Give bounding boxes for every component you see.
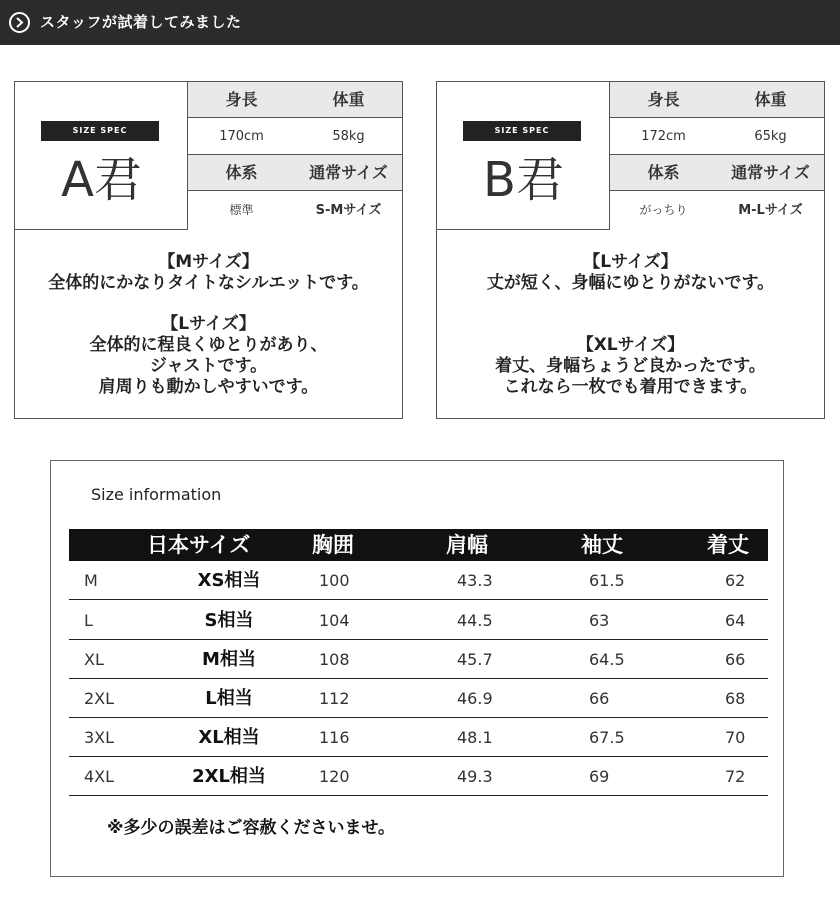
sleeve-value: 64.5 (589, 650, 625, 669)
length-value: 66 (725, 650, 746, 669)
comment-block (437, 252, 824, 294)
spec-grid (610, 82, 824, 230)
length-value: 68 (725, 689, 746, 708)
size-label: L (84, 611, 93, 630)
chest-value: 100 (319, 571, 350, 590)
chest-value: 116 (319, 728, 350, 747)
chest-value: 108 (319, 650, 350, 669)
japan-size: M相当 (202, 649, 256, 670)
spec-header-row (188, 155, 402, 191)
shoulder-value: 43.3 (457, 571, 493, 590)
weight-label: 体重 (754, 90, 787, 109)
header-chest: 胸囲 (312, 533, 354, 557)
weight-value: 58kg (332, 129, 365, 144)
header-japan-size: 日本サイズ (147, 533, 251, 557)
comment-line: 肩周りも動かしやすいです。 (98, 377, 319, 397)
shoulder-value: 49.3 (457, 767, 493, 786)
size-table-header (69, 529, 768, 561)
height-value: 170cm (219, 129, 264, 144)
staff-name: A君 (61, 152, 142, 208)
chest-value: 120 (319, 767, 350, 786)
staff-label (437, 82, 610, 230)
comment-line: 全体的にかなりタイトなシルエットです。 (48, 273, 369, 293)
height-value: 172cm (641, 129, 686, 144)
shoulder-value: 44.5 (457, 611, 493, 630)
sleeve-value: 63 (589, 611, 610, 630)
usual-size-label: 通常サイズ (731, 163, 810, 182)
header-sleeve: 袖丈 (581, 533, 623, 557)
size-info-title: Size information (91, 485, 222, 504)
staff-card-a (14, 81, 403, 419)
weight-value: 65kg (754, 129, 787, 144)
size-spec-badge: SIZE SPEC (41, 121, 159, 141)
japan-size: XS相当 (197, 570, 261, 591)
size-label: 2XL (84, 689, 115, 708)
usual-size-label: 通常サイズ (309, 163, 388, 182)
spec-header-row (610, 82, 824, 118)
spec-value-row (610, 118, 824, 155)
table-row (69, 561, 768, 600)
staff-name: B君 (483, 152, 564, 208)
staff-card-b (436, 81, 825, 419)
comment-line: ジャストです。 (149, 356, 268, 376)
height-label: 身長 (647, 90, 680, 109)
size-information-panel (50, 460, 784, 877)
length-value: 62 (725, 571, 746, 590)
chest-value: 104 (319, 611, 350, 630)
length-value: 64 (725, 611, 746, 630)
spec-grid (188, 82, 402, 230)
chevron-right-circle-icon (9, 12, 30, 33)
table-row (69, 718, 768, 757)
length-value: 70 (725, 728, 746, 747)
shoulder-value: 48.1 (457, 728, 493, 747)
build-label: 体系 (225, 163, 258, 182)
spec-value-row (610, 192, 824, 229)
fit-comment (437, 230, 824, 418)
usual-size-value: S-Mサイズ (315, 203, 382, 218)
japan-size: L相当 (205, 688, 253, 709)
size-spec-badge: SIZE SPEC (463, 121, 581, 141)
sleeve-value: 66 (589, 689, 610, 708)
sleeve-value: 69 (589, 767, 610, 786)
header-length: 着丈 (707, 533, 749, 557)
sleeve-value: 61.5 (589, 571, 625, 590)
header-bar (0, 0, 840, 45)
spec-header-row (610, 155, 824, 191)
build-label: 体系 (647, 163, 680, 182)
comment-block (15, 314, 402, 398)
comment-heading: 【Lサイズ】 (583, 252, 678, 272)
spec-value-row (188, 118, 402, 155)
comment-heading: 【Mサイズ】 (158, 252, 259, 272)
comment-block (15, 252, 402, 294)
size-label: M (84, 571, 98, 590)
staff-label (15, 82, 188, 230)
size-label: 4XL (84, 767, 115, 786)
comment-line: 丈が短く、身幅にゆとりがないです。 (486, 273, 775, 293)
fit-comment (15, 230, 402, 418)
build-value: がっちり (639, 203, 688, 217)
table-row (69, 640, 768, 679)
size-label: 3XL (84, 728, 115, 747)
build-value: 標準 (229, 203, 254, 217)
length-value: 72 (725, 767, 746, 786)
spec-header-row (188, 82, 402, 118)
chest-value: 112 (319, 689, 350, 708)
header-shoulder: 肩幅 (446, 533, 488, 557)
usual-size-value: M-Lサイズ (738, 203, 803, 218)
comment-line: 全体的に程良くゆとりがあり、 (89, 335, 328, 355)
comment-line: これなら一枚でも着用できます。 (503, 377, 758, 397)
japan-size: XL相当 (198, 727, 260, 748)
size-label: XL (84, 650, 104, 669)
comment-block (437, 335, 824, 398)
comment-line: 着丈、身幅ちょうど良かったです。 (495, 356, 766, 376)
tolerance-note: ※多少の誤差はご容赦くださいませ。 (107, 818, 396, 838)
table-row (69, 601, 768, 640)
sleeve-value: 67.5 (589, 728, 625, 747)
header-title: スタッフが試着してみました (40, 13, 242, 31)
japan-size: 2XL相当 (192, 766, 266, 787)
shoulder-value: 45.7 (457, 650, 493, 669)
spec-value-row (188, 192, 402, 229)
comment-heading: 【Lサイズ】 (161, 314, 256, 334)
table-row (69, 679, 768, 718)
comment-heading: 【XLサイズ】 (576, 335, 685, 355)
weight-label: 体重 (332, 90, 365, 109)
shoulder-value: 46.9 (457, 689, 493, 708)
table-row (69, 757, 768, 796)
height-label: 身長 (225, 90, 258, 109)
japan-size: S相当 (204, 610, 254, 631)
